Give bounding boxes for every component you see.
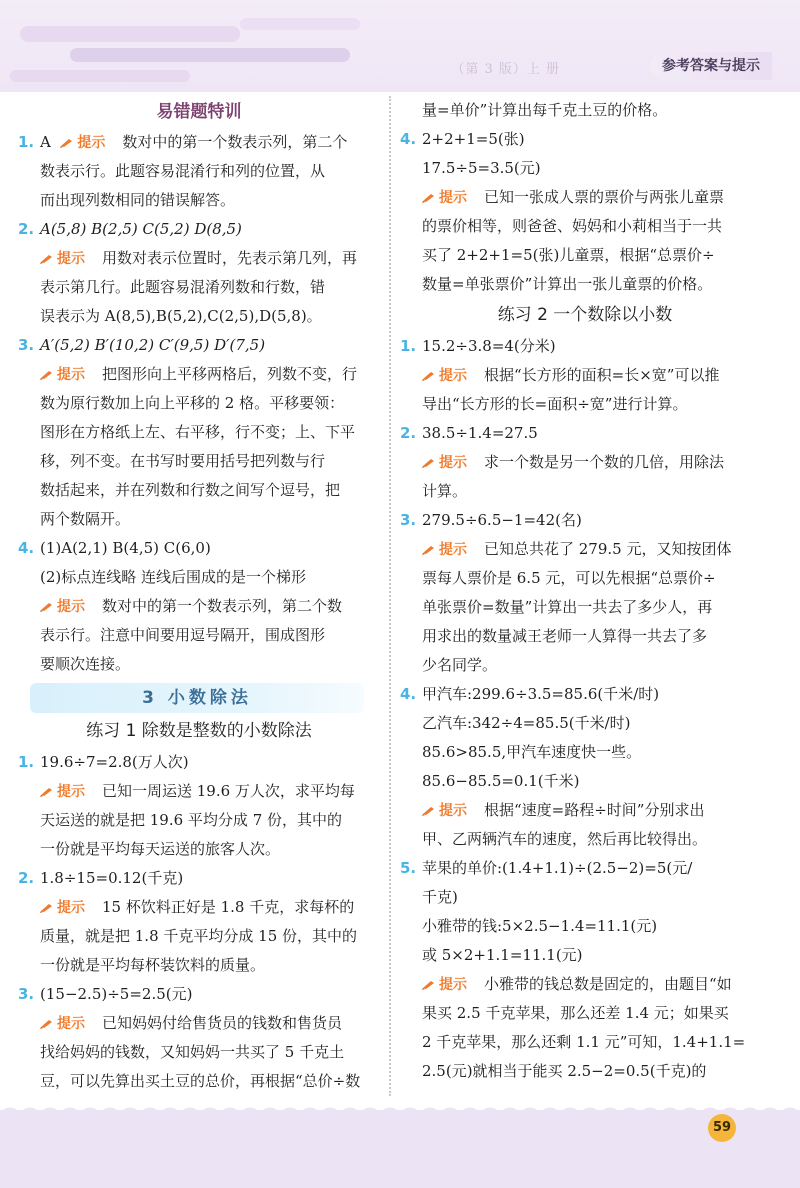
tip-line: 的票价相等，则爸爸、妈妈和小莉相当于一共 bbox=[422, 217, 723, 235]
tip-label: 提示 bbox=[40, 894, 102, 923]
tip-label: 提示 bbox=[422, 971, 484, 1000]
tip-label: 提示 bbox=[422, 449, 484, 478]
pencil-icon bbox=[422, 979, 436, 990]
tip-line: 而出现列数相同的错误解答。 bbox=[40, 191, 236, 209]
decor-cloud bbox=[240, 18, 360, 30]
tip-line: 两个数隔开。 bbox=[40, 510, 131, 528]
tip-line: 买了 2+2+1=5(张)儿童票，根据“总票价÷ bbox=[422, 246, 715, 264]
question-number: 1. bbox=[400, 337, 417, 355]
header-band bbox=[0, 0, 800, 92]
tip-line: 提示 已知总共花了 279.5 元，又知按团体 bbox=[400, 535, 770, 564]
question-number: 2. bbox=[18, 869, 35, 887]
answer-line: 85.6−85.5=0.1(千米) bbox=[422, 772, 580, 790]
answer-line: 1. A 提示 数对中的第一个数表示列，第二个 bbox=[18, 128, 380, 157]
tip-label: 提示 bbox=[40, 593, 102, 622]
tip-line: 提示 小雅带的钱总数是固定的，由题目“如 bbox=[400, 970, 770, 999]
answer-line: 4. 甲汽车:299.6÷3.5=85.6(千米/时) bbox=[400, 680, 770, 709]
page-number-badge: 59 bbox=[708, 1114, 736, 1142]
column-divider bbox=[389, 96, 391, 1096]
question-number: 5. bbox=[400, 859, 417, 877]
section-title: 易错题特训 bbox=[156, 102, 242, 122]
pencil-icon bbox=[422, 370, 436, 381]
tip-line: 提示 数对中的第一个数表示列，第二个数 bbox=[18, 592, 380, 621]
pencil-icon bbox=[422, 805, 436, 816]
tip-line: 量=单价”计算出每千克土豆的价格。 bbox=[422, 101, 668, 119]
tip-line: 提示 用数对表示位置时，先表示第几列，再 bbox=[18, 244, 380, 273]
practice-title: 练习 1 除数是整数的小数除法 bbox=[86, 721, 312, 741]
tip-line: 表示行。注意中间要用逗号隔开，围成图形 bbox=[40, 626, 326, 644]
tip-line: 用求出的数量减王老师一人算得一共去了多 bbox=[422, 627, 708, 645]
question-number: 3. bbox=[18, 336, 35, 354]
answer-line: 3. A′(5,2) B′(10,2) C′(9,5) D′(7,5) bbox=[18, 331, 380, 360]
tip-line: 票每人票价是 6.5 元，可以先根据“总票价÷ bbox=[422, 569, 716, 587]
pencil-icon bbox=[40, 786, 54, 797]
answer-line: 2. A(5,8) B(2,5) C(5,2) D(8,5) bbox=[18, 215, 380, 244]
tip-line: 数表示行。此题容易混淆行和列的位置，从 bbox=[40, 162, 326, 180]
tip-line: 要顺次连接。 bbox=[40, 655, 131, 673]
tip-line: 2.5(元)就相当于能买 2.5−2=0.5(千克)的 bbox=[422, 1062, 707, 1080]
answer-line: 3. (15−2.5)÷5=2.5(元) bbox=[18, 980, 380, 1009]
tip-line: 提示 把图形向上平移两格后，列数不变，行 bbox=[18, 360, 380, 389]
question-number: 1. bbox=[18, 133, 35, 151]
tip-line: 天运送的就是把 19.6 平均分成 7 份，其中的 bbox=[40, 811, 343, 829]
pencil-icon bbox=[422, 192, 436, 203]
header-faint-text: （第 3 版）上 册 bbox=[451, 62, 560, 77]
tip-line: 豆，可以先算出买土豆的总价，再根据“总价÷数 bbox=[40, 1072, 361, 1090]
tip-line: 表示第几行。此题容易混淆列数和行数，错 bbox=[40, 278, 326, 296]
tip-line: 单张票价=数量”计算出一共去了多少人，再 bbox=[422, 598, 713, 616]
tip-line: 计算。 bbox=[422, 482, 468, 500]
answer-line: 小雅带的钱:5×2.5−1.4=11.1(元) bbox=[422, 917, 658, 935]
tip-line: 甲、乙两辆汽车的速度，然后再比较得出。 bbox=[422, 830, 708, 848]
question-number: 4. bbox=[18, 539, 35, 557]
left-column bbox=[18, 96, 380, 1096]
question-number: 2. bbox=[18, 220, 35, 238]
pencil-icon bbox=[422, 544, 436, 555]
pencil-icon bbox=[40, 601, 54, 612]
decor-cloud bbox=[70, 48, 350, 62]
tip-line: 提示 已知妈妈付给售货员的钱数和售货员 bbox=[18, 1009, 380, 1038]
tip-line: 果买 2.5 千克苹果，那么还差 1.4 元；如果买 bbox=[422, 1004, 729, 1022]
tip-line: 数量=单张票价”计算出一张儿童票的价格。 bbox=[422, 275, 713, 293]
answer-line: 4. 2+2+1=5(张) bbox=[400, 125, 770, 154]
tip-label: 提示 bbox=[422, 797, 484, 826]
pencil-icon bbox=[40, 369, 54, 380]
footer-band bbox=[0, 1110, 800, 1188]
tip-line: 数括起来，并在列数和行数之间写个逗号，把 bbox=[40, 481, 341, 499]
answer-line: 4. (1)A(2,1) B(4,5) C(6,0) bbox=[18, 534, 380, 563]
tip-line: 少名同学。 bbox=[422, 656, 498, 674]
tip-line: 一份就是平均每杯装饮料的质量。 bbox=[40, 956, 266, 974]
question-number: 3. bbox=[400, 511, 417, 529]
tip-line: 提示 已知一张成人票的票价与两张儿童票 bbox=[400, 183, 770, 212]
tip-line: 一份就是平均每天运送的旅客人次。 bbox=[40, 840, 281, 858]
tip-line: 提示 根据“速度=路程÷时间”分别求出 bbox=[400, 796, 770, 825]
question-number: 2. bbox=[400, 424, 417, 442]
tip-line: 质量，就是把 1.8 千克平均分成 15 份，其中的 bbox=[40, 927, 358, 945]
answer-line: 3. 279.5÷6.5−1=42(名) bbox=[400, 506, 770, 535]
answer-line: 2. 1.8÷15=0.12(千克) bbox=[18, 864, 380, 893]
question-number: 1. bbox=[18, 753, 35, 771]
tip-line: 数为原行数加上向上平移的 2 格。平移要领： bbox=[40, 394, 345, 412]
answer-line: 千克) bbox=[422, 888, 458, 906]
pencil-icon bbox=[40, 1018, 54, 1029]
tip-line: 提示 15 杯饮料正好是 1.8 千克，求每杯的 bbox=[18, 893, 380, 922]
answer-line: 或 5×2+1.1=11.1(元) bbox=[422, 946, 583, 964]
tip-label: 提示 bbox=[40, 245, 102, 274]
tip-label: 提示 bbox=[422, 362, 484, 391]
tip-line: 提示 根据“长方形的面积=长×宽”可以推 bbox=[400, 361, 770, 390]
pencil-icon bbox=[40, 902, 54, 913]
answer-line: 17.5÷5=3.5(元) bbox=[422, 159, 541, 177]
chapter-heading: 3 小数除法 bbox=[30, 683, 364, 713]
tip-label: 提示 bbox=[60, 129, 122, 158]
practice-title: 练习 2 一个数除以小数 bbox=[497, 305, 673, 325]
pencil-icon bbox=[60, 137, 74, 148]
pencil-icon bbox=[40, 253, 54, 264]
header-section-tab: 参考答案与提示 bbox=[650, 52, 772, 80]
question-number: 4. bbox=[400, 685, 417, 703]
decor-cloud bbox=[20, 26, 240, 42]
question-number: 3. bbox=[18, 985, 35, 1003]
answer-line: 2. 38.5÷1.4=27.5 bbox=[400, 419, 770, 448]
tip-line: 找给妈妈的钱数，又知妈妈一共买了 5 千克土 bbox=[40, 1043, 345, 1061]
answer-line: 1. 15.2÷3.8=4(分米) bbox=[400, 332, 770, 361]
answer-line: (2)标点连线略 连线后围成的是一个梯形 bbox=[40, 568, 307, 586]
tip-line: 移，列不变。在书写时要用括号把列数与行 bbox=[40, 452, 326, 470]
tip-line: 图形在方格纸上左、右平移，行不变；上、下平 bbox=[40, 423, 356, 441]
tip-line: 误表示为 A(8,5),B(5,2),C(2,5),D(5,8)。 bbox=[40, 307, 322, 325]
tip-line: 导出“长方形的长=面积÷宽”进行计算。 bbox=[422, 395, 688, 413]
right-column bbox=[400, 96, 770, 1086]
question-number: 4. bbox=[400, 130, 417, 148]
decor-cloud bbox=[10, 70, 190, 82]
answer-line: 乙汽车:342÷4=85.5(千米/时) bbox=[422, 714, 631, 732]
tip-label: 提示 bbox=[422, 184, 484, 213]
tip-label: 提示 bbox=[40, 778, 102, 807]
tip-line: 提示 求一个数是另一个数的几倍，用除法 bbox=[400, 448, 770, 477]
answer-line: 85.6>85.5,甲汽车速度快一些。 bbox=[422, 743, 642, 761]
pencil-icon bbox=[422, 457, 436, 468]
answer-line: 1. 19.6÷7=2.8(万人次) bbox=[18, 748, 380, 777]
tip-label: 提示 bbox=[422, 536, 484, 565]
tip-line: 提示 已知一周运送 19.6 万人次，求平均每 bbox=[18, 777, 380, 806]
tip-label: 提示 bbox=[40, 361, 102, 390]
tip-line: 2 千克苹果，那么还剩 1.1 元”可知，1.4+1.1= bbox=[422, 1033, 746, 1051]
tip-label: 提示 bbox=[40, 1010, 102, 1039]
answer-line: 5. 苹果的单价:(1.4+1.1)÷(2.5−2)=5(元/ bbox=[400, 854, 770, 883]
